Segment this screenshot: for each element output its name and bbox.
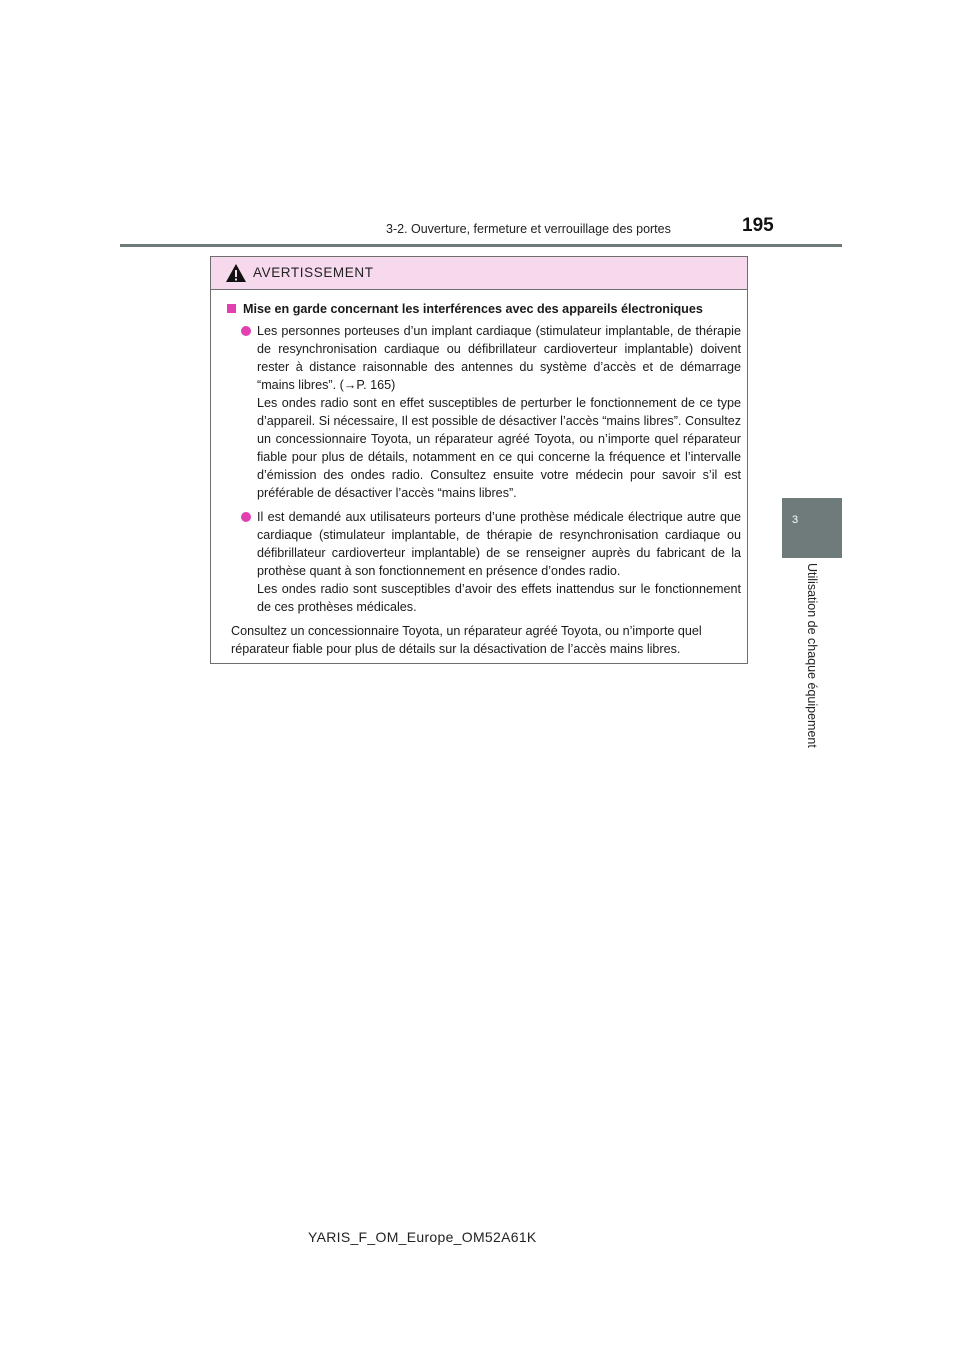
page-number: 195 bbox=[742, 215, 774, 236]
round-bullet-icon bbox=[241, 512, 251, 522]
warning-title: AVERTISSEMENT bbox=[253, 265, 374, 280]
closing-line: Consultez un concessionnaire Toyota, un réparateur agréé Toyota, ou n’importe quel bbox=[231, 624, 702, 638]
square-bullet-icon bbox=[227, 304, 236, 313]
round-bullet-icon bbox=[241, 326, 251, 336]
paragraph: Il est demandé aux utilisateurs porteurs d’une prothèse médicale électrique autre que cardiaque (stimulateur implantable, de thérapie de resynchronisation cardiaque ou défibrillateur cardioverteur implantable) de se renseigner auprès du fabricant de la prothèse quant à son fonctionnement en présence d’ondes radio. bbox=[257, 510, 741, 578]
warning-heading bbox=[227, 300, 741, 318]
warning-triangle-icon bbox=[225, 263, 247, 283]
document-code: YARIS_F_OM_Europe_OM52A61K bbox=[308, 1229, 537, 1245]
warning-header bbox=[211, 257, 747, 290]
closing-line: réparateur fiable pour plus de détails sur la désactivation de l’accès mains libres. bbox=[231, 642, 681, 656]
warning-body bbox=[211, 290, 747, 658]
warning-heading-text: Mise en garde concernant les interférences avec des appareils électroniques bbox=[243, 302, 703, 316]
paragraph: Les ondes radio sont susceptibles d’avoir des effets inattendus sur le fonctionnement de ces prothèses médicales. bbox=[257, 582, 741, 614]
paragraph: Les personnes porteuses d’un implant cardiaque (stimulateur implantable, de thérapie de resynchronisation cardiaque ou défibrillateur cardioverteur implantable) doivent rester à distance raisonnable des antennes du système d’accès et de démarrage “mains libres”. (→P. 165) bbox=[257, 324, 741, 392]
list-item bbox=[227, 322, 741, 502]
paragraph: Les ondes radio sont en effet susceptibles de perturber le fonctionnement de ce type d’appareil. Si nécessaire, Il est possible de désactiver l’accès “mains libres”. Consultez un concessionnaire Toyota, un réparateur agréé Toyota, ou n’importe quel réparateur fiable pour plus de détails, notamment en ce qui concerne la fréquence et l’intervalle d’émission des ondes radio. Consultez ensuite votre médecin pour savoir s’il est préférable de désactiver l’accès “mains libres”. bbox=[257, 396, 741, 500]
chapter-number: 3 bbox=[792, 514, 799, 526]
warning-box bbox=[210, 256, 748, 664]
list-item bbox=[227, 508, 741, 616]
chapter-title-vertical: Utilisation de chaque équipement bbox=[805, 563, 819, 748]
running-header-section: 3-2. Ouverture, fermeture et verrouillage des portes bbox=[386, 222, 671, 236]
header-divider bbox=[120, 244, 842, 247]
closing-note bbox=[227, 622, 741, 658]
chapter-tab bbox=[782, 498, 842, 558]
